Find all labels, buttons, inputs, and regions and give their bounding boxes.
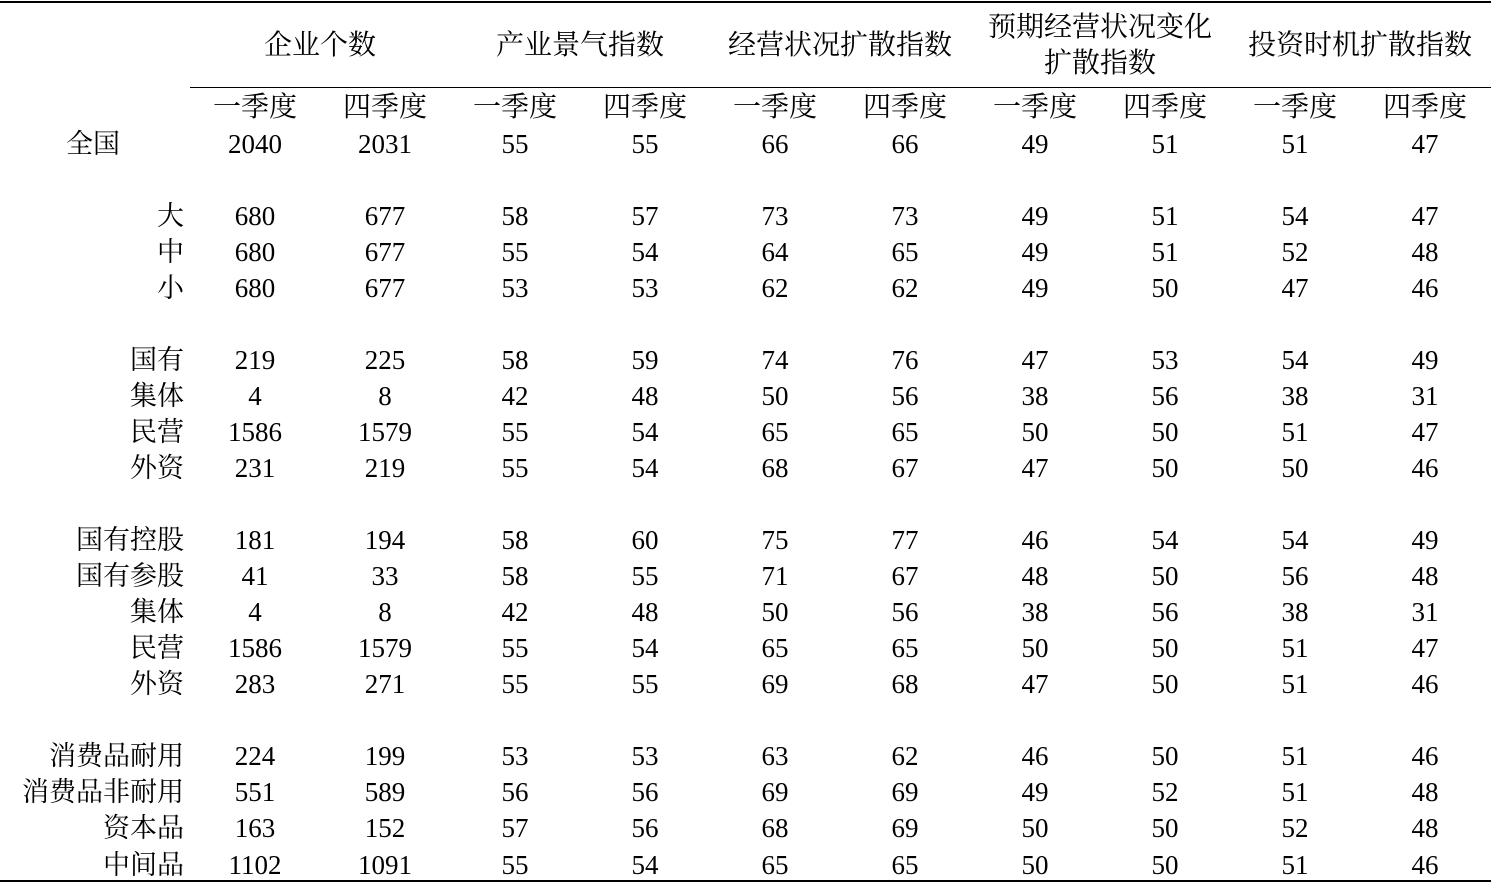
table-cell: 73	[891, 201, 919, 231]
table-cell: 50	[1281, 453, 1309, 483]
row-label: 集体	[130, 381, 184, 411]
table-cell: 51	[1151, 237, 1179, 267]
table-cell: 74	[761, 345, 789, 375]
table-cell: 58	[501, 525, 529, 555]
table-cell: 57	[501, 813, 529, 843]
table-cell: 54	[1281, 525, 1309, 555]
row-label: 中间品	[103, 850, 184, 880]
table-cell: 49	[1021, 237, 1049, 267]
row-label: 外资	[130, 453, 184, 483]
table-cell: 50	[761, 381, 789, 411]
table-cell: 56	[891, 381, 919, 411]
table-cell: 46	[1411, 273, 1439, 303]
table-cell: 54	[1281, 345, 1309, 375]
table-cell: 56	[1281, 561, 1309, 591]
group-header: 产业景气指数	[495, 30, 664, 61]
sub-header: 一季度	[732, 92, 817, 123]
table-cell: 38	[1281, 381, 1309, 411]
table-cell: 55	[631, 561, 659, 591]
table-cell: 76	[891, 345, 919, 375]
sub-header: 四季度	[342, 92, 427, 123]
sub-header: 四季度	[602, 92, 687, 123]
table-cell: 51	[1281, 850, 1309, 880]
table-cell: 50	[1151, 741, 1179, 771]
table-cell: 680	[234, 237, 276, 267]
table-cell: 58	[501, 345, 529, 375]
table-cell: 50	[1021, 813, 1049, 843]
table-cell: 48	[1411, 813, 1439, 843]
row-label: 中	[157, 237, 184, 267]
table-cell: 31	[1411, 381, 1439, 411]
group-header: 预期经营状况变化	[987, 12, 1212, 43]
table-cell: 64	[761, 237, 789, 267]
table-cell: 54	[631, 850, 659, 880]
table-cell: 66	[891, 129, 919, 159]
table-cell: 677	[364, 201, 406, 231]
table-cell: 77	[891, 525, 919, 555]
table-cell: 42	[501, 381, 529, 411]
table-cell: 65	[891, 417, 919, 447]
table-cell: 55	[501, 453, 529, 483]
group-header: 经营状况扩散指数	[727, 30, 952, 61]
sub-header: 一季度	[1252, 92, 1337, 123]
table-cell: 680	[234, 201, 276, 231]
top-rule	[0, 1, 1491, 3]
table-cell: 54	[631, 417, 659, 447]
table-cell: 49	[1411, 525, 1439, 555]
table-cell: 66	[761, 129, 789, 159]
table-cell: 56	[891, 597, 919, 627]
table-cell: 181	[234, 525, 276, 555]
table-cell: 51	[1281, 129, 1309, 159]
row-label: 全国	[66, 129, 120, 159]
group-header: 企业个数	[263, 30, 376, 61]
table-cell: 60	[631, 525, 659, 555]
table-cell: 69	[761, 777, 789, 807]
table-cell: 41	[241, 561, 269, 591]
table-cell: 50	[1151, 561, 1179, 591]
table-cell: 51	[1151, 201, 1179, 231]
row-label: 外资	[130, 669, 184, 699]
table-cell: 677	[364, 237, 406, 267]
table-cell: 71	[761, 561, 789, 591]
table-cell: 49	[1021, 129, 1049, 159]
table-cell: 1579	[358, 633, 412, 663]
table-cell: 2031	[358, 129, 412, 159]
table-cell: 48	[1411, 777, 1439, 807]
table-cell: 46	[1411, 741, 1439, 771]
table-cell: 56	[1151, 381, 1179, 411]
table-cell: 8	[378, 597, 392, 627]
table-cell: 38	[1281, 597, 1309, 627]
table-cell: 1586	[228, 417, 282, 447]
table-cell: 62	[891, 741, 919, 771]
table-cell: 46	[1411, 850, 1439, 880]
table-cell: 53	[501, 273, 529, 303]
header-rule	[190, 87, 1491, 88]
table-cell: 51	[1151, 129, 1179, 159]
sub-header: 一季度	[212, 92, 297, 123]
table-cell: 1579	[358, 417, 412, 447]
table-cell: 47	[1411, 201, 1439, 231]
table-cell: 58	[501, 561, 529, 591]
table-cell: 56	[631, 777, 659, 807]
group-header: 投资时机扩散指数	[1247, 30, 1472, 61]
table-cell: 65	[891, 237, 919, 267]
table-cell: 38	[1021, 381, 1049, 411]
table-cell: 46	[1411, 669, 1439, 699]
table-cell: 50	[761, 597, 789, 627]
table-cell: 42	[501, 597, 529, 627]
table-cell: 50	[1151, 850, 1179, 880]
table-cell: 551	[234, 777, 276, 807]
table-cell: 75	[761, 525, 789, 555]
table-cell: 1091	[358, 850, 412, 880]
table-cell: 53	[631, 273, 659, 303]
table-cell: 47	[1411, 417, 1439, 447]
row-label: 小	[157, 273, 184, 303]
row-label: 国有控股	[76, 525, 184, 555]
table-cell: 50	[1151, 417, 1179, 447]
table-cell: 47	[1281, 273, 1309, 303]
table-cell: 65	[761, 850, 789, 880]
table-cell: 55	[501, 669, 529, 699]
row-label: 民营	[130, 417, 184, 447]
table-cell: 8	[378, 381, 392, 411]
table-cell: 67	[891, 561, 919, 591]
table-cell: 54	[631, 237, 659, 267]
table-cell: 4	[248, 381, 262, 411]
table-cell: 53	[1151, 345, 1179, 375]
table-cell: 55	[631, 129, 659, 159]
table-cell: 54	[1151, 525, 1179, 555]
row-label: 消费品耐用	[49, 741, 184, 771]
table-cell: 55	[501, 129, 529, 159]
table-cell: 50	[1151, 453, 1179, 483]
table-cell: 2040	[228, 129, 282, 159]
sub-header: 一季度	[472, 92, 557, 123]
row-label: 消费品非耐用	[22, 777, 184, 807]
table-cell: 51	[1281, 777, 1309, 807]
row-label: 民营	[130, 633, 184, 663]
table-cell: 52	[1281, 237, 1309, 267]
sub-header: 四季度	[1122, 92, 1207, 123]
table-cell: 56	[631, 813, 659, 843]
table-cell: 49	[1411, 345, 1439, 375]
table-cell: 57	[631, 201, 659, 231]
table-cell: 46	[1021, 525, 1049, 555]
row-label: 集体	[130, 597, 184, 627]
table-cell: 56	[501, 777, 529, 807]
row-label: 资本品	[103, 813, 184, 843]
table-cell: 69	[891, 777, 919, 807]
table-cell: 51	[1281, 633, 1309, 663]
sub-header: 四季度	[862, 92, 947, 123]
group-header-line2: 扩散指数	[1043, 48, 1156, 79]
table-cell: 50	[1151, 273, 1179, 303]
table-cell: 50	[1021, 633, 1049, 663]
sub-header: 四季度	[1382, 92, 1467, 123]
table-cell: 68	[761, 453, 789, 483]
table-cell: 47	[1021, 345, 1049, 375]
table-cell: 52	[1281, 813, 1309, 843]
table-cell: 231	[234, 453, 276, 483]
table-cell: 283	[234, 669, 276, 699]
table-cell: 49	[1021, 201, 1049, 231]
table-cell: 680	[234, 273, 276, 303]
table-cell: 73	[761, 201, 789, 231]
table-cell: 62	[891, 273, 919, 303]
table-cell: 194	[364, 525, 406, 555]
table-cell: 33	[371, 561, 399, 591]
table-cell: 163	[234, 813, 276, 843]
table-cell: 48	[631, 381, 659, 411]
table-cell: 199	[364, 741, 406, 771]
table-cell: 55	[631, 669, 659, 699]
table-cell: 65	[891, 850, 919, 880]
table-cell: 67	[891, 453, 919, 483]
table-cell: 271	[364, 669, 406, 699]
table-cell: 47	[1021, 453, 1049, 483]
table-cell: 677	[364, 273, 406, 303]
table-cell: 65	[761, 633, 789, 663]
table-cell: 63	[761, 741, 789, 771]
table-cell: 1102	[228, 850, 282, 880]
table-cell: 65	[761, 417, 789, 447]
table-cell: 69	[761, 669, 789, 699]
table-cell: 589	[364, 777, 406, 807]
table-cell: 46	[1021, 741, 1049, 771]
row-label: 大	[157, 201, 184, 231]
table-cell: 51	[1281, 417, 1309, 447]
table-cell: 48	[1411, 237, 1439, 267]
table-cell: 51	[1281, 669, 1309, 699]
table-cell: 47	[1021, 669, 1049, 699]
table-cell: 68	[761, 813, 789, 843]
table-cell: 47	[1411, 633, 1439, 663]
table-cell: 62	[761, 273, 789, 303]
table-cell: 55	[501, 633, 529, 663]
table-cell: 54	[631, 453, 659, 483]
table-cell: 152	[364, 813, 406, 843]
table-cell: 47	[1411, 129, 1439, 159]
table-cell: 46	[1411, 453, 1439, 483]
table-cell: 68	[891, 669, 919, 699]
row-label: 国有参股	[76, 561, 184, 591]
table-cell: 54	[631, 633, 659, 663]
table-cell: 225	[364, 345, 406, 375]
table-cell: 50	[1021, 850, 1049, 880]
table-cell: 52	[1151, 777, 1179, 807]
table-cell: 4	[248, 597, 262, 627]
table-cell: 56	[1151, 597, 1179, 627]
table-cell: 69	[891, 813, 919, 843]
table-cell: 50	[1151, 633, 1179, 663]
table-cell: 51	[1281, 741, 1309, 771]
table-cell: 1586	[228, 633, 282, 663]
table-cell: 58	[501, 201, 529, 231]
table-cell: 49	[1021, 273, 1049, 303]
table-cell: 53	[501, 741, 529, 771]
table-cell: 49	[1021, 777, 1049, 807]
table-cell: 219	[234, 345, 276, 375]
table-cell: 55	[501, 417, 529, 447]
table-cell: 48	[1021, 561, 1049, 591]
table-cell: 31	[1411, 597, 1439, 627]
table-cell: 50	[1021, 417, 1049, 447]
table-cell: 59	[631, 345, 659, 375]
table-cell: 54	[1281, 201, 1309, 231]
table-cell: 50	[1151, 669, 1179, 699]
table-cell: 65	[891, 633, 919, 663]
row-label: 国有	[130, 345, 184, 375]
sub-header: 一季度	[992, 92, 1077, 123]
table-cell: 55	[501, 237, 529, 267]
table-cell: 48	[631, 597, 659, 627]
table-cell: 50	[1151, 813, 1179, 843]
table-cell: 55	[501, 850, 529, 880]
table-cell: 224	[234, 741, 276, 771]
table-cell: 219	[364, 453, 406, 483]
table-cell: 38	[1021, 597, 1049, 627]
table-cell: 48	[1411, 561, 1439, 591]
table-cell: 53	[631, 741, 659, 771]
